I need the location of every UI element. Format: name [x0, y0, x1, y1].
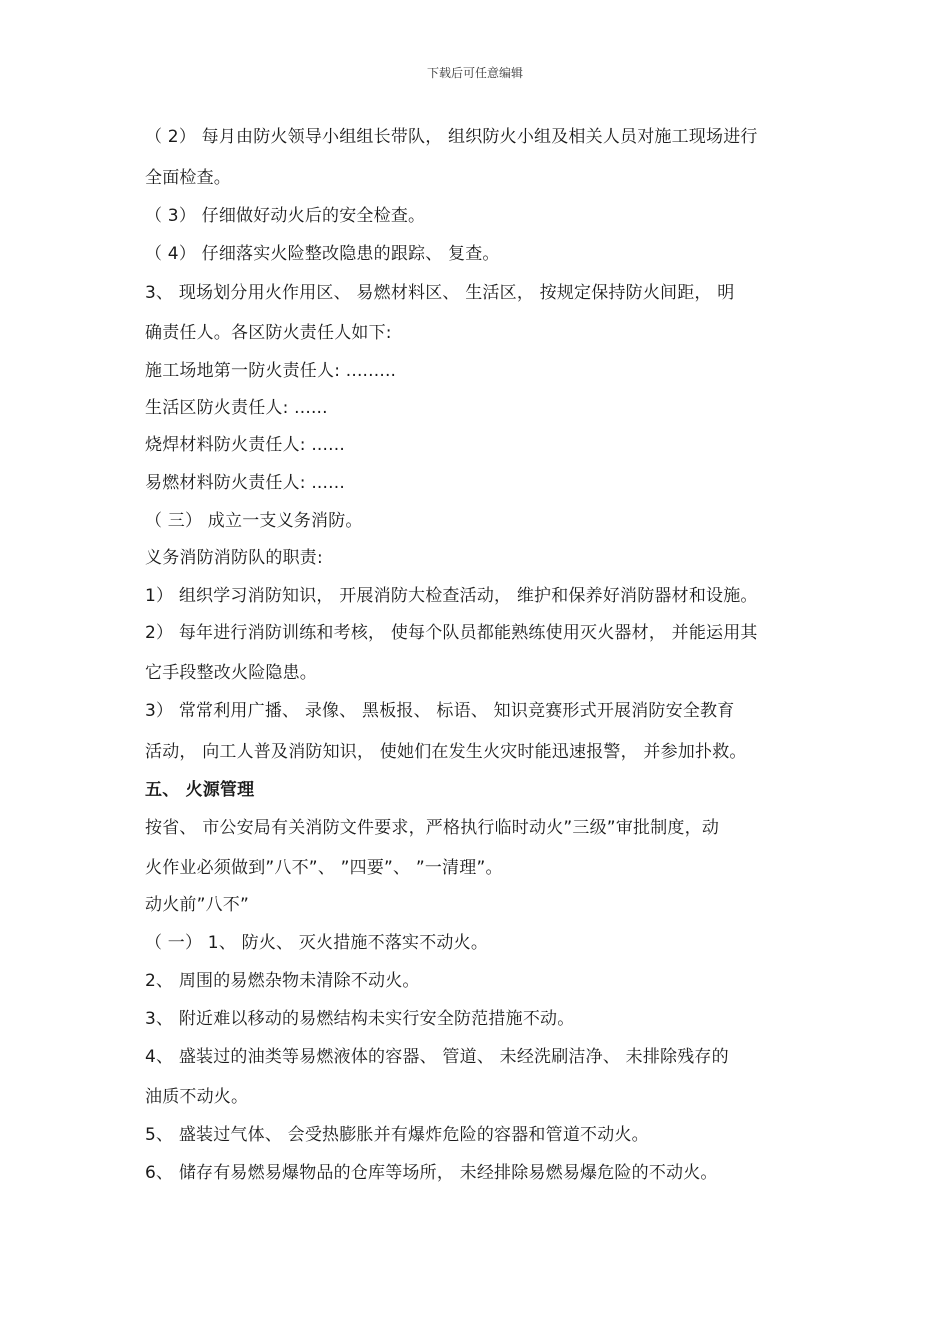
- paragraph-line: 义务消防消防队的职责:: [145, 548, 323, 568]
- paragraph-line: 全面检查。: [145, 168, 231, 188]
- paragraph-line: 施工场地第一防火责任人: .........: [145, 361, 397, 381]
- paragraph-line: 3） 常常利用广播、 录像、 黑板报、 标语、 知识竞赛形式开展消防安全教育: [145, 701, 735, 721]
- paragraph-line: 火作业必须做到”八不”、 ”四要”、 ”一清理”。: [145, 858, 503, 878]
- paragraph-line: 它手段整改火险隐患。: [145, 663, 317, 683]
- paragraph-line: 按省、 市公安局有关消防文件要求，严格执行临时动火”三级”审批制度，动: [145, 818, 720, 838]
- page-header: 下载后可任意编辑: [426, 66, 523, 80]
- paragraph-line: 4、 盛装过的油类等易燃液体的容器、 管道、 未经洗刷洁净、 未排除残存的: [145, 1047, 729, 1067]
- paragraph-line: （ 4） 仔细落实火险整改隐患的跟踪、 复查。: [145, 244, 500, 264]
- paragraph-line: 6、 储存有易燃易爆物品的仓库等场所， 未经排除易燃易爆危险的不动火。: [145, 1163, 718, 1183]
- paragraph-line: 烧焊材料防火责任人: ......: [145, 435, 345, 455]
- paragraph-line: 3、 附近难以移动的易燃结构未实行安全防范措施不动。: [145, 1009, 575, 1029]
- paragraph-line: 生活区防火责任人: ......: [145, 398, 328, 418]
- paragraph-line: 动火前”八不”: [145, 895, 250, 915]
- paragraph-line: 1） 组织学习消防知识， 开展消防大检查活动， 维护和保养好消防器材和设施。: [145, 586, 758, 606]
- paragraph-line: （ 一） 1、 防火、 灭火措施不落实不动火。: [145, 933, 489, 953]
- paragraph-line: （ 三） 成立一支义务消防。: [145, 511, 363, 531]
- paragraph-line: 2） 每年进行消防训练和考核， 使每个队员都能熟练使用灭火器材， 并能运用其: [145, 623, 758, 643]
- paragraph-line: 3、 现场划分用火作用区、 易燃材料区、 生活区， 按规定保持防火间距， 明: [145, 283, 735, 303]
- paragraph-line: 活动， 向工人普及消防知识， 使她们在发生火灾时能迅速报警， 并参加扑救。: [145, 742, 747, 762]
- section-heading: 五、 火源管理: [145, 780, 255, 800]
- paragraph-line: 易燃材料防火责任人: ......: [145, 473, 345, 493]
- paragraph-line: 5、 盛装过气体、 会受热膨胀并有爆炸危险的容器和管道不动火。: [145, 1125, 649, 1145]
- paragraph-line: 确责任人。各区防火责任人如下:: [145, 323, 392, 343]
- paragraph-line: 油质不动火。: [145, 1087, 249, 1107]
- paragraph-line: 2、 周围的易燃杂物未清除不动火。: [145, 971, 420, 991]
- paragraph-line: （ 3） 仔细做好动火后的安全检查。: [145, 206, 426, 226]
- paragraph-line: （ 2） 每月由防火领导小组组长带队， 组织防火小组及相关人员对施工现场进行: [145, 127, 758, 147]
